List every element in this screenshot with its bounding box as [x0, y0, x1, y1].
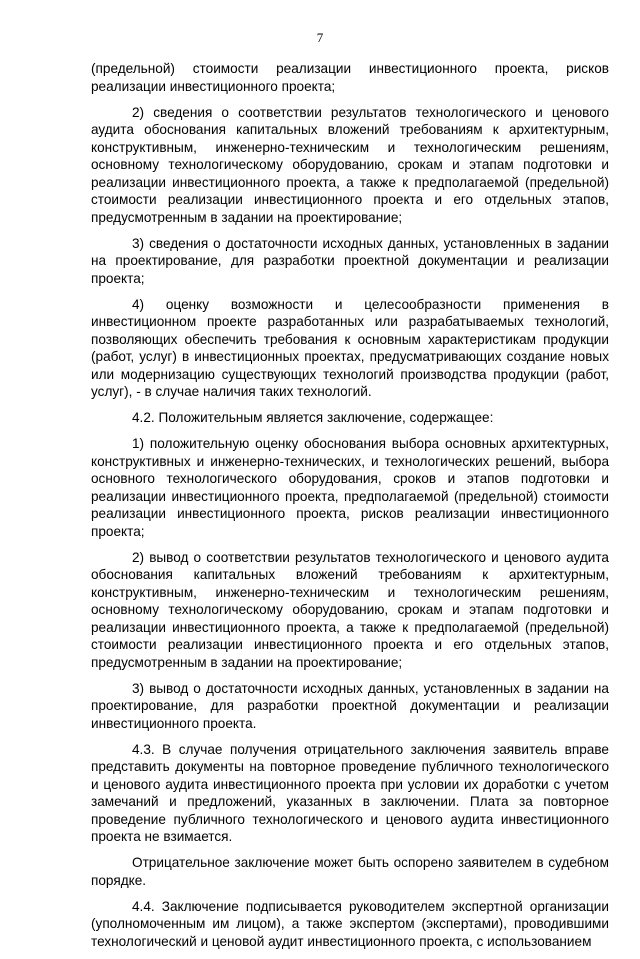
paragraph-item-2-conclusion: 2) вывод о соответствии результатов технологического и ценового аудита обоснования капитальных вложений требованиям к архитектурным, конструктивным, инженерно-техническим и технологическим решениям, основному технологическому оборудованию, срокам и этапам подготовки и реализации инвестиционного проекта, а также к предполагаемой (предельной) стоимости реализации инвестиционного проекта и его отдельных этапов, предусмотренным в задании на проектирование;	[91, 549, 609, 670]
paragraph-section-4-4: 4.4. Заключение подписывается руководителем экспертной организации (уполномоченным им лицом), а также экспертом (экспертами), проводившими технологический и ценовой аудит инвестиционного проекта, с использованием	[91, 898, 609, 949]
paragraph-continuation: (предельной) стоимости реализации инвестиционного проекта, рисков реализации инвестиционного проекта;	[91, 61, 609, 94]
paragraph-item-2-info: 2) сведения о соответствии результатов технологического и ценового аудита обоснования капитальных вложений требованиям к архитектурным, конструктивным, инженерно-техническим и технологическим решениям, основному технологическому оборудованию, срокам и этапам подготовки и реализации инвестиционного проекта, а также к предполагаемой (предельной) стоимости реализации инвестиционного проекта и его отдельных этапов, предусмотренным в задании на проектирование;	[91, 104, 609, 225]
paragraph-section-4-3: 4.3. В случае получения отрицательного заключения заявитель вправе представить документы на повторное проведение публичного технологического и ценового аудита инвестиционного проекта при условии их доработки с учетом замечаний и предложений, указанных в заключении. Плата за повторное проведение публичного технологического и ценового аудита инвестиционного проекта не взимается.	[91, 741, 609, 844]
paragraph-item-3-info: 3) сведения о достаточности исходных данных, установленных в задании на проектирование, для разработки проектной документации и реализации проекта;	[91, 235, 609, 286]
paragraph-negative-appeal: Отрицательное заключение может быть оспорено заявителем в судебном порядке.	[91, 855, 609, 888]
paragraph-item-4-assessment: 4) оценку возможности и целесообразности применения в инвестиционном проекте разработанных или разрабатываемых технологий, позволяющих обеспечить требования к основным характеристикам продукции (работ, услуг) в инвестиционных проектах, предусматривающих создание новых или модернизацию существующих технологий производства продукции (работ, услуг), - в случае наличия таких технологий.	[91, 296, 609, 399]
page-number: 7	[316, 30, 324, 45]
document-body	[91, 60, 609, 959]
paragraph-item-1-positive: 1) положительную оценку обоснования выбора основных архитектурных, конструктивных и инженерно-технических, и технологических решений, выбора основного технологического оборудования, сроков и этапов подготовки и реализации инвестиционного проекта, предполагаемой (предельной) стоимости реализации инвестиционного проекта, рисков реализации инвестиционного проекта;	[91, 436, 609, 539]
paragraph-section-4-2: 4.2. Положительным является заключение, содержащее:	[132, 410, 494, 425]
paragraph-item-3-conclusion: 3) вывод о достаточности исходных данных, установленных в задании на проектирование, для разработки проектной документации и реализации инвестиционного проекта.	[91, 680, 609, 731]
